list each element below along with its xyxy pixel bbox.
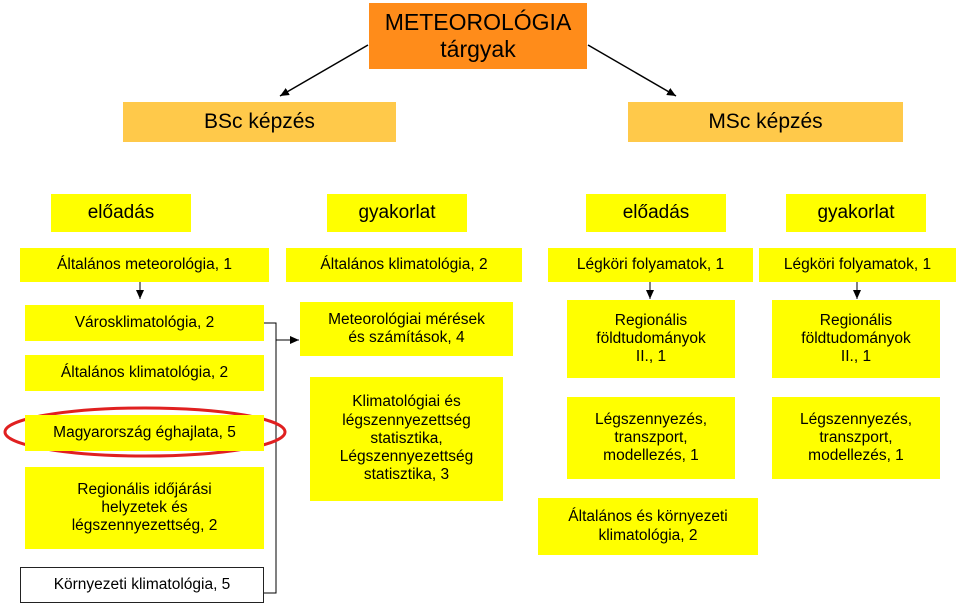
bsc-practice-item: Klimatológiai és légszennyezettség statisztika, Légszennyezettség statisztika, 3 (310, 377, 503, 501)
msc-lecture-item: Regionális földtudományok II., 1 (567, 300, 735, 378)
msc-lecture-header: előadás (586, 194, 726, 232)
arrow-title-to-bsc (280, 45, 368, 96)
bsc-lecture-item-highlighted: Magyarország éghajlata, 5 (25, 415, 264, 451)
bsc-lecture-item: Általános klimatológia, 2 (25, 355, 264, 391)
bsc-lecture-item: Környezeti klimatológia, 5 (20, 567, 264, 603)
bsc-practice-header: gyakorlat (327, 194, 467, 232)
title-box: METEOROLÓGIA tárgyak (369, 3, 587, 69)
msc-lecture-item: Légköri folyamatok, 1 (548, 248, 753, 282)
msc-practice-item: Légköri folyamatok, 1 (759, 248, 956, 282)
bsc-practice-item: Meteorológiai mérések és számítások, 4 (300, 302, 513, 356)
arrow-title-to-msc (588, 45, 676, 96)
msc-level-box: MSc képzés (628, 102, 903, 142)
bsc-lecture-item: Általános meteorológia, 1 (20, 248, 269, 282)
bsc-lecture-item: Regionális időjárási helyzetek és légszennyezettség, 2 (25, 467, 264, 549)
msc-lecture-item: Légszennyezés, transzport, modellezés, 1 (567, 397, 735, 479)
bracket-line (264, 323, 276, 593)
msc-practice-item: Légszennyezés, transzport, modellezés, 1 (772, 397, 940, 479)
msc-practice-header: gyakorlat (786, 194, 926, 232)
msc-practice-item: Regionális földtudományok II., 1 (772, 300, 940, 378)
bsc-practice-item: Általános klimatológia, 2 (286, 248, 522, 282)
bsc-lecture-header: előadás (51, 194, 191, 232)
bsc-level-box: BSc képzés (123, 102, 396, 142)
msc-lecture-item: Általános és környezeti klimatológia, 2 (538, 498, 758, 555)
bsc-lecture-item: Városklimatológia, 2 (25, 305, 264, 341)
